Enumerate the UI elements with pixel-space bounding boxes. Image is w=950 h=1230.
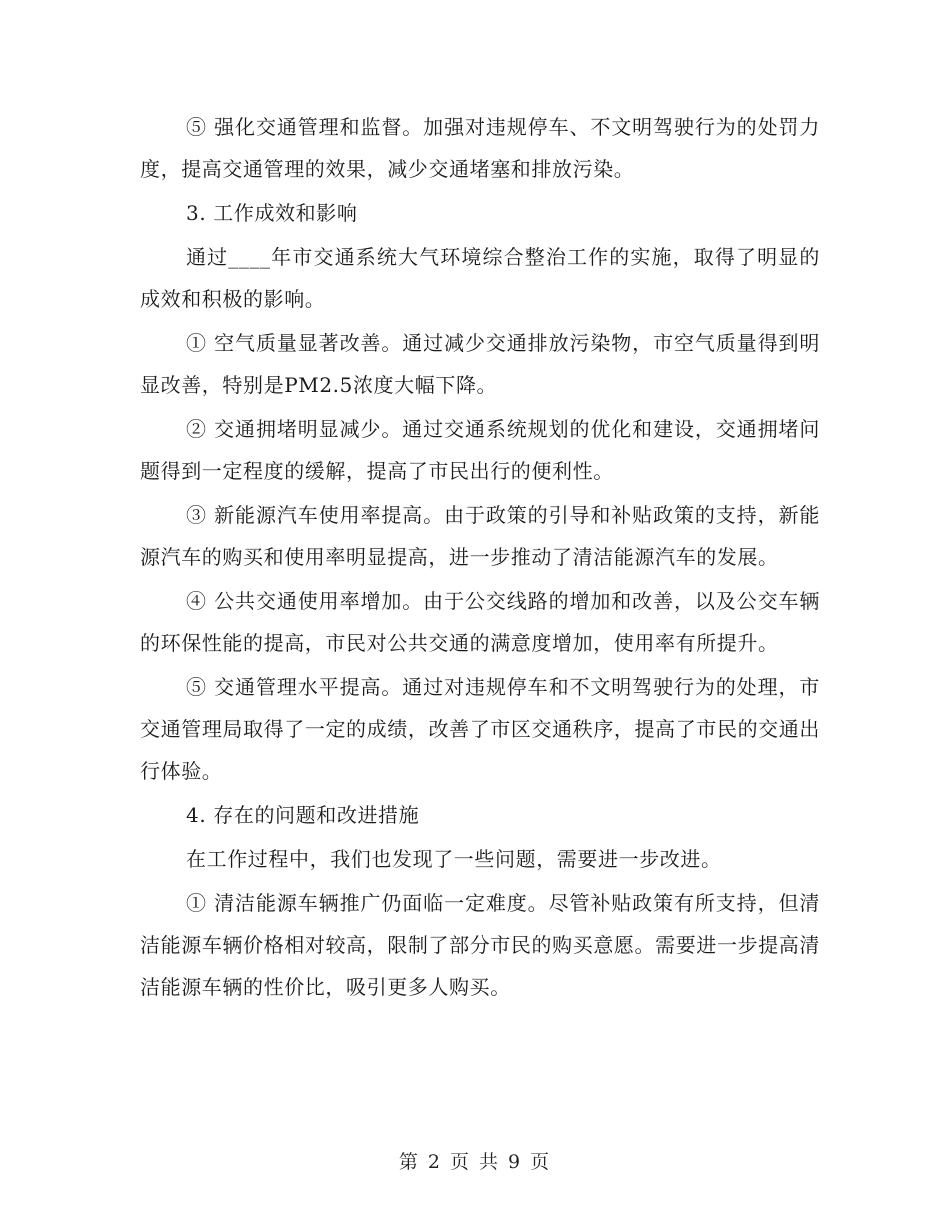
section-heading-results: 3. 工作成效和影响	[186, 201, 358, 225]
paragraph-results-intro: 通过____年市交通系统大气环境综合整治工作的实施，取得了明显的成效和积极的影响。	[140, 245, 820, 311]
document-body	[140, 106, 820, 1010]
paragraph-problem-1-clean-vehicles: ① 清洁能源车辆推广仍面临一定难度。尽管补贴政策有所支持，但清洁能源车辆价格相对较高，限制了部分市民的购买意愿。需要进一步提高清洁能源车辆的性价比，吸引更多人购买。	[140, 891, 820, 999]
paragraph-problems-intro: 在工作过程中，我们也发现了一些问题，需要进一步改进。	[186, 847, 722, 871]
paragraph-result-4-public-transit: ④ 公共交通使用率增加。由于公交线路的增加和改善，以及公交车辆的环保性能的提高，市民对公共交通的满意度增加，使用率有所提升。	[140, 589, 820, 655]
paragraph-result-5-management: ⑤ 交通管理水平提高。通过对违规停车和不文明驾驶行为的处理，市交通管理局取得了一定的成绩，改善了市区交通秩序，提高了市民的交通出行体验。	[140, 675, 820, 783]
paragraph-result-2-congestion: ② 交通拥堵明显减少。通过交通系统规划的优化和建设，交通拥堵问题得到一定程度的缓解，提高了市民出行的便利性。	[140, 417, 820, 483]
paragraph-result-3-new-energy: ③ 新能源汽车使用率提高。由于政策的引导和补贴政策的支持，新能源汽车的购买和使用率明显提高，进一步推动了清洁能源汽车的发展。	[140, 503, 820, 569]
section-heading-problems: 4. 存在的问题和改进措施	[186, 803, 420, 827]
paragraph-result-1-air-quality: ① 空气质量显著改善。通过减少交通排放污染物，市空气质量得到明显改善，特别是PM2.5浓度大幅下降。	[140, 331, 820, 397]
paragraph-measure-5-enforcement: ⑤ 强化交通管理和监督。加强对违规停车、不文明驾驶行为的处罚力度，提高交通管理的效果，减少交通堵塞和排放污染。	[140, 115, 820, 181]
page-number-footer: 第 2 页 共 9 页	[398, 1151, 552, 1173]
